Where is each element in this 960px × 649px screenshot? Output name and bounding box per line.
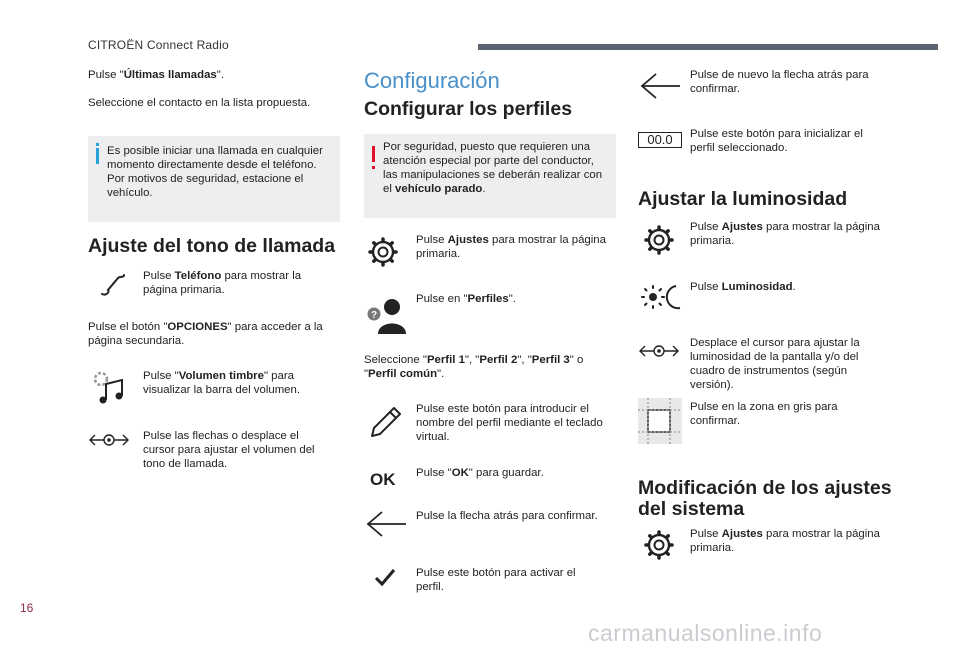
profile-user-icon [364, 298, 408, 334]
running-header: CITROËN Connect Radio [88, 38, 229, 52]
section-title-ringtone: Ajuste del tono de llamada [88, 235, 336, 257]
recent-calls-text: Pulse "Últimas llamadas". [88, 69, 224, 81]
header-bar [478, 44, 938, 50]
brightness-step-4: Pulse en la zona en gris para confirmar. [690, 401, 838, 427]
select-contact-text: Seleccione el contacto en la lista propuesta. [88, 97, 311, 109]
profiles-step-2: Pulse en "Perfiles". [416, 293, 516, 305]
profiles-step-3: Pulse este botón para introducir el nombre del perfil mediante el teclado virtual. [416, 403, 603, 443]
warning-note-text: Por seguridad, puesto que requieren una atención especial por parte del conductor, las manipulaciones se deberán realizar con el vehículo parado. [383, 141, 603, 195]
page-number: 16 [20, 601, 34, 615]
settings-gear-icon [368, 237, 398, 267]
reset-button-icon: 00.0 [638, 132, 682, 148]
checkmark-icon [374, 568, 396, 586]
info-icon-dot [96, 143, 99, 146]
settings-gear-icon-2 [644, 225, 674, 255]
warning-icon [372, 146, 375, 162]
slider-icon [88, 428, 130, 452]
system-step-1: Pulse Ajustes para mostrar la página primaria. [690, 528, 880, 554]
settings-gear-icon-3 [644, 530, 674, 560]
ringtone-step-4: Pulse las flechas o desplace el cursor para ajustar el volumen del tono de llamada. [143, 430, 315, 470]
warning-note [364, 134, 616, 218]
back-arrow-icon [366, 510, 408, 538]
profiles-step-6: Pulse este botón para activar el perfil. [416, 567, 576, 593]
profiles-select-text: Seleccione "Perfil 1", "Perfil 2", "Perfil 3" o "Perfil común". [364, 354, 584, 380]
brightness-step-1: Pulse Ajustes para mostrar la página primaria. [690, 221, 880, 247]
info-note [88, 136, 340, 222]
ringtone-step-2: Pulse el botón "OPCIONES" para acceder a la página secundaria. [88, 321, 323, 347]
info-note-text: Es posible iniciar una llamada en cualquier momento directamente desde el teléfono. Por motivos de seguridad, estacione el vehículo. [107, 145, 323, 199]
ok-button-icon: OK [370, 470, 396, 489]
confirm-again-text: Pulse de nuevo la flecha atrás para confirmar. [690, 69, 869, 95]
profiles-step-5: Pulse la flecha atrás para confirmar. [416, 510, 598, 522]
edit-pencil-icon [368, 404, 404, 440]
brightness-step-3: Desplace el cursor para ajustar la luminosidad de la pantalla y/o del cuadro de instrumentos (según versión). [690, 337, 860, 391]
brightness-slider-icon [638, 339, 680, 363]
profiles-step-4: Pulse "OK" para guardar. [416, 467, 544, 479]
svg-text:?: ? [370, 310, 378, 321]
phone-icon [96, 270, 130, 300]
ringtone-settings-icon [92, 370, 128, 404]
ringtone-step-3: Pulse "Volumen timbre" para visualizar la barra del volumen. [143, 370, 301, 396]
info-icon [96, 148, 99, 164]
brightness-step-2: Pulse Luminosidad. [690, 281, 796, 293]
grey-zone-icon [638, 398, 682, 444]
page-title: Configuración [364, 68, 500, 93]
section-title-profiles: Configurar los perfiles [364, 98, 573, 120]
warning-icon-dot [372, 166, 375, 169]
brightness-sun-moon-icon [640, 282, 684, 312]
section-title-brightness: Ajustar la luminosidad [638, 188, 848, 210]
profiles-step-1: Pulse Ajustes para mostrar la página primaria. [416, 234, 606, 260]
watermark: carmanualsonline.info [588, 620, 823, 646]
section-title-system-settings: Modificación de los ajustes del sistema [638, 477, 892, 520]
back-arrow-icon-2 [640, 72, 682, 100]
ringtone-step-1: Pulse Teléfono para mostrar la página primaria. [143, 270, 302, 296]
reset-profile-text: Pulse este botón para inicializar el perfil seleccionado. [690, 128, 863, 154]
